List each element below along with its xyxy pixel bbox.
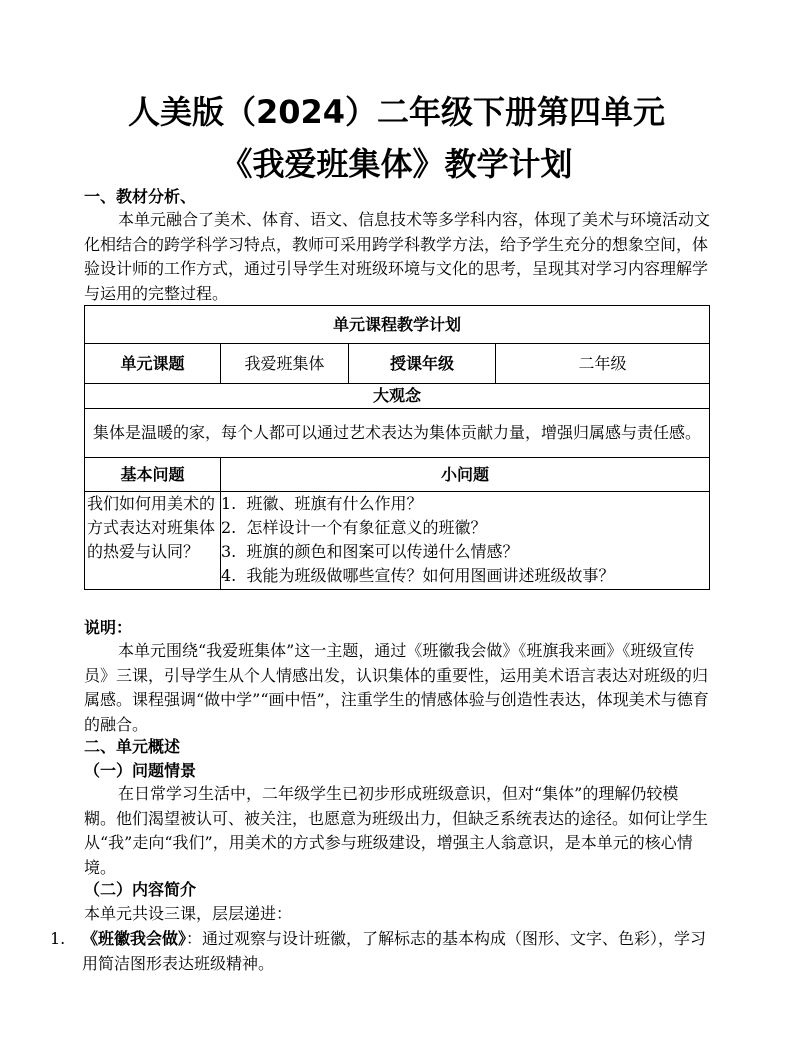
note-paragraph-text: 本单元围绕“我爱班集体”这一主题，通过《班徽我会做》《班旗我来画》《班级宣传员》三课，引导学生从个人情感出发，认识集体的重要性，运用美术语言表达对班级的归属感。课程强调“做中学”“画中悟”，注重学生的情感体验与创造性表达，体现美术与德育的融合。 — [84, 641, 709, 734]
lesson-text — [82, 927, 710, 976]
section1-paragraph-text: 本单元融合了美术、体育、语文、信息技术等多学科内容，体现了美术与环境活动文化相结合的跨学科学习特点，教师可采用跨学科教学方法，给予学生充分的想象空间，体验设计师的工作方式，通过引导学生对班级环境与文化的思考，呈现其对学习内容理解学与运用的完整过程。 — [84, 210, 711, 303]
sub-question-item — [221, 540, 709, 564]
grade-value: 二年级 — [496, 344, 710, 384]
lesson-title: 《班徽我会做》 — [82, 929, 187, 948]
sub-question-number: 3. — [221, 542, 237, 561]
sub-question-text: 班徽、班旗有什么作用？ — [246, 494, 423, 513]
sub-question-number: 4. — [221, 566, 237, 585]
section2-sub2-intro: 本单元共设三课，层层递进： — [84, 904, 293, 923]
unit-topic-label: 单元课题 — [85, 344, 221, 384]
sub-question-list — [221, 492, 710, 590]
big-idea-label: 大观念 — [85, 384, 710, 409]
section2-sub1-paragraph — [84, 782, 710, 880]
document-title-line2: 《我爱班集体》教学计划 — [220, 145, 573, 183]
basic-question-text: 我们如何用美术的方式表达对班集体的热爱与认同？ — [85, 492, 221, 590]
sub-question-label: 小问题 — [221, 458, 710, 492]
sub-question-number: 1. — [221, 494, 237, 513]
section2-sub2-heading: （二）内容简介 — [84, 880, 197, 899]
section1-heading: 一、教材分析、 — [84, 187, 197, 206]
sub-question-text: 我能为班级做哪些宣传？如何用图画讲述班级故事？ — [246, 566, 615, 585]
sub-question-item — [221, 516, 709, 540]
unit-plan-table — [84, 305, 710, 590]
big-idea-text: 集体是温暖的家，每个人都可以通过艺术表达为集体贡献力量，增强归属感与责任感。 — [85, 409, 710, 458]
sub-question-number: 2. — [221, 518, 237, 537]
sub-question-item — [221, 492, 709, 516]
sub-question-text: 班旗的颜色和图案可以传递什么情感？ — [246, 542, 519, 561]
section2-sub1-text: 在日常学习生活中，二年级学生已初步形成班级意识，但对“集体”的理解仍较模糊。他们渴望被认可、被关注，也愿意为班级出力，但缺乏系统表达的途径。如何让学生从“我”走向“我们”，用美术的方式参与班级建设，增强主人翁意识，是本单元的核心情境。 — [84, 784, 709, 877]
lesson-list-item — [50, 927, 710, 976]
document-title-line1: 人美版（2024）二年级下册第四单元 — [127, 93, 666, 131]
sub-question-text: 怎样设计一个有象征意义的班徽？ — [246, 518, 487, 537]
section2-heading: 二、单元概述 — [84, 737, 181, 756]
unit-topic-value: 我爱班集体 — [221, 344, 349, 384]
basic-question-label: 基本问题 — [85, 458, 221, 492]
section2-sub1-heading: （一）问题情景 — [84, 761, 197, 780]
grade-label: 授课年级 — [349, 344, 496, 384]
table-caption: 单元课程教学计划 — [85, 306, 710, 344]
note-heading: 说明： — [84, 618, 133, 637]
sub-question-item — [221, 564, 709, 588]
section1-paragraph — [84, 208, 710, 306]
lesson-description: ：通过观察与设计班徽，了解标志的基本构成（图形、文字、色彩），学习用简洁图形表达班级精神。 — [82, 929, 707, 973]
lesson-number: 1. — [50, 929, 66, 948]
note-paragraph — [84, 639, 710, 737]
